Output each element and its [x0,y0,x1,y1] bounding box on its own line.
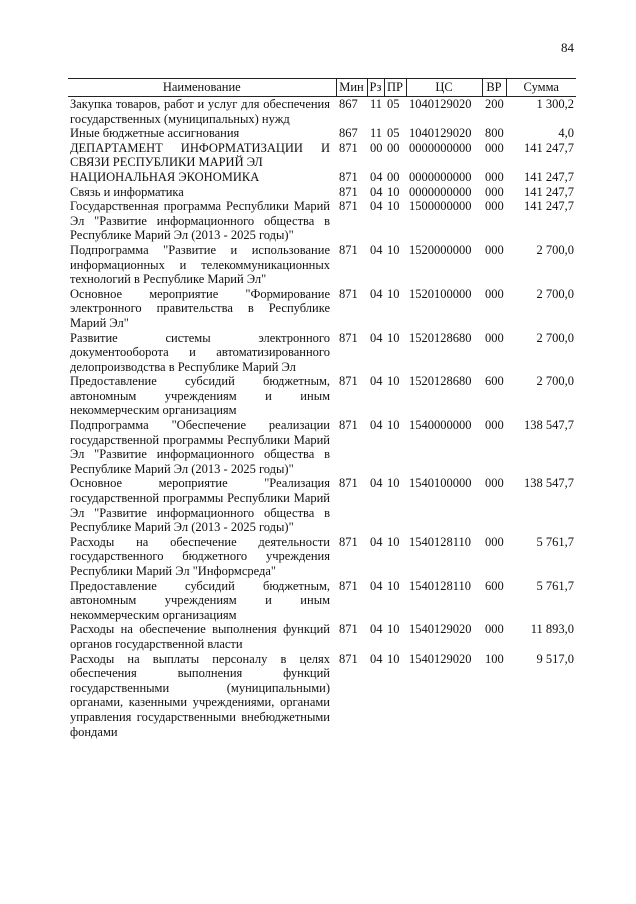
cell-cs: 1540000000 [409,418,472,433]
cell-pr: 10 [387,578,400,593]
cell-cs: 1040129020 [409,126,472,141]
cell-name: Предоставление субсидий бюджетным, автономным учреждениям и иным некоммерческим организациям [70,578,330,622]
table-row [68,579,576,623]
cell-sum: 2 700,0 [536,242,574,257]
header-min: Мин [336,79,367,97]
cell-name: Основное мероприятие "Формирование электронного правительства в Республике Марий Эл" [70,286,330,330]
cell-vr: 000 [485,199,504,214]
cell-cs: 1520128680 [409,374,472,389]
cell-min: 871 [339,374,358,389]
table-row [68,476,576,534]
header-rz: Рз [367,79,384,97]
cell-name: Развитие системы электронного документооборота и автоматизированного делопроизводства в Республике Марий Эл [70,330,330,374]
cell-min: 871 [339,169,358,184]
table-row [68,141,576,170]
cell-rz: 04 [370,330,383,345]
cell-name: Закупка товаров, работ и услуг для обеспечения государственных (муниципальных) нужд [70,97,330,126]
cell-vr: 800 [485,126,504,141]
cell-name: Государственная программа Республики Марий Эл "Развитие информационного общества в Республике Марий Эл (2013 - 2025 годы)" [70,199,330,243]
cell-name: Расходы на выплаты персоналу в целях обеспечения выполнения функций государственными (муниципальными) органами, казенными учреждениями, органами управления государственными внебюджетными фондами [70,651,330,739]
cell-sum: 138 547,7 [524,418,574,433]
cell-rz: 04 [370,242,383,257]
cell-name: Подпрограмма "Обеспечение реализации государственной программы Республики Марий Эл "Развитие информационного общества в Республике Марий Эл (2013 - 2025 годы)" [70,418,330,476]
table-row [68,374,576,418]
cell-cs: 1040129020 [409,97,472,111]
cell-vr: 000 [485,184,504,199]
cell-min: 871 [339,476,358,491]
cell-name: Связь и информатика [70,184,184,199]
cell-min: 871 [339,534,358,549]
cell-vr: 000 [485,476,504,491]
cell-vr: 000 [485,286,504,301]
cell-rz: 04 [370,286,383,301]
cell-vr: 600 [485,578,504,593]
cell-rz: 11 [370,97,383,111]
cell-rz: 04 [370,169,383,184]
cell-rz: 04 [370,534,383,549]
cell-cs: 1520100000 [409,286,472,301]
table-row [68,331,576,375]
cell-name: ДЕПАРТАМЕНТ ИНФОРМАТИЗАЦИИ И СВЯЗИ РЕСПУБЛИКИ МАРИЙ ЭЛ [70,140,330,170]
cell-vr: 000 [485,330,504,345]
cell-cs: 1540100000 [409,476,472,491]
cell-vr: 000 [485,169,504,184]
cell-vr: 000 [485,534,504,549]
cell-pr: 10 [387,476,400,491]
cell-cs: 1540128110 [409,534,472,549]
table-row [68,170,576,185]
cell-rz: 04 [370,651,383,666]
cell-vr: 100 [485,651,504,666]
table-header [68,79,576,97]
page-number: 84 [561,40,574,55]
cell-rz: 04 [370,622,383,637]
cell-pr: 00 [387,169,400,184]
cell-cs: 1540129020 [409,622,472,637]
cell-rz: 11 [370,126,383,141]
header-sum: Сумма [506,79,576,97]
cell-sum: 2 700,0 [536,286,574,301]
table-row [68,199,576,243]
cell-pr: 10 [387,286,400,301]
table-row [68,418,576,476]
cell-cs: 1540129020 [409,651,472,666]
cell-min: 871 [339,622,358,637]
header-pr: ПР [384,79,406,97]
cell-pr: 10 [387,330,400,345]
cell-vr: 000 [485,242,504,257]
table-row [68,243,576,287]
cell-sum: 2 700,0 [536,330,574,345]
cell-rz: 04 [370,418,383,433]
cell-pr: 10 [387,651,400,666]
table-row [68,652,576,740]
cell-name: Предоставление субсидий бюджетным, автономным учреждениям и иным некоммерческим организациям [70,374,330,418]
cell-cs: 0000000000 [409,169,472,184]
cell-sum: 141 247,7 [524,169,574,184]
cell-cs: 1500000000 [409,199,472,214]
cell-vr: 600 [485,374,504,389]
table-body [68,97,576,740]
cell-cs: 0000000000 [409,184,472,199]
cell-min: 871 [339,286,358,301]
cell-pr: 05 [387,126,400,141]
cell-pr: 10 [387,534,400,549]
cell-rz: 00 [370,140,383,155]
cell-name: НАЦИОНАЛЬНАЯ ЭКОНОМИКА [70,169,260,184]
cell-min: 871 [339,199,358,214]
header-vr: ВР [482,79,506,97]
cell-sum: 138 547,7 [524,476,574,491]
cell-sum: 2 700,0 [536,374,574,389]
table-row [68,622,576,651]
cell-cs: 1520128680 [409,330,472,345]
cell-sum: 141 247,7 [524,184,574,199]
cell-min: 871 [339,242,358,257]
cell-rz: 04 [370,184,383,199]
cell-rz: 04 [370,199,383,214]
cell-pr: 10 [387,418,400,433]
cell-cs: 1520000000 [409,242,472,257]
cell-pr: 10 [387,199,400,214]
cell-min: 867 [339,126,358,141]
cell-pr: 10 [387,374,400,389]
cell-name: Подпрограмма "Развитие и использование информационных и телекоммуникационных технологий в Республике Марий Эл" [70,242,330,287]
cell-pr: 05 [387,97,400,111]
cell-sum: 4,0 [558,126,574,141]
cell-rz: 04 [370,578,383,593]
cell-sum: 5 761,7 [536,578,574,593]
table-row [68,287,576,331]
cell-name: Иные бюджетные ассигнования [70,126,240,141]
cell-pr: 00 [387,140,400,155]
cell-vr: 000 [485,140,504,155]
table-row [68,535,576,579]
cell-rz: 04 [370,476,383,491]
cell-min: 871 [339,184,358,199]
cell-min: 871 [339,418,358,433]
cell-cs: 0000000000 [409,140,472,155]
cell-min: 871 [339,140,358,155]
cell-min: 871 [339,578,358,593]
cell-sum: 11 893,0 [530,622,574,637]
table-row [68,97,576,127]
cell-sum: 1 300,2 [536,97,574,111]
cell-vr: 000 [485,622,504,637]
cell-sum: 141 247,7 [524,199,574,214]
cell-min: 871 [339,330,358,345]
cell-name: Основное мероприятие "Реализация государственной программы Республики Марий Эл "Развитие информационного общества в Республике Марий Эл (2013 - 2025 годы)" [70,476,330,535]
cell-min: 867 [339,97,358,111]
cell-name: Расходы на обеспечение выполнения функций органов государственной власти [70,622,330,651]
budget-table [68,78,576,739]
cell-sum: 141 247,7 [524,140,574,155]
cell-pr: 10 [387,184,400,199]
cell-vr: 200 [485,97,504,111]
table-row [68,185,576,200]
cell-pr: 10 [387,242,400,257]
cell-name: Расходы на обеспечение деятельности государственного бюджетного учреждения Республики Марий Эл "Информсреда" [70,534,330,578]
cell-pr: 10 [387,622,400,637]
cell-min: 871 [339,651,358,666]
table-row [68,126,576,141]
header-cs: ЦС [406,79,482,97]
cell-sum: 9 517,0 [536,651,574,666]
header-name: Наименование [68,79,336,97]
cell-sum: 5 761,7 [536,534,574,549]
cell-cs: 1540128110 [409,578,472,593]
cell-rz: 04 [370,374,383,389]
cell-vr: 000 [485,418,504,433]
